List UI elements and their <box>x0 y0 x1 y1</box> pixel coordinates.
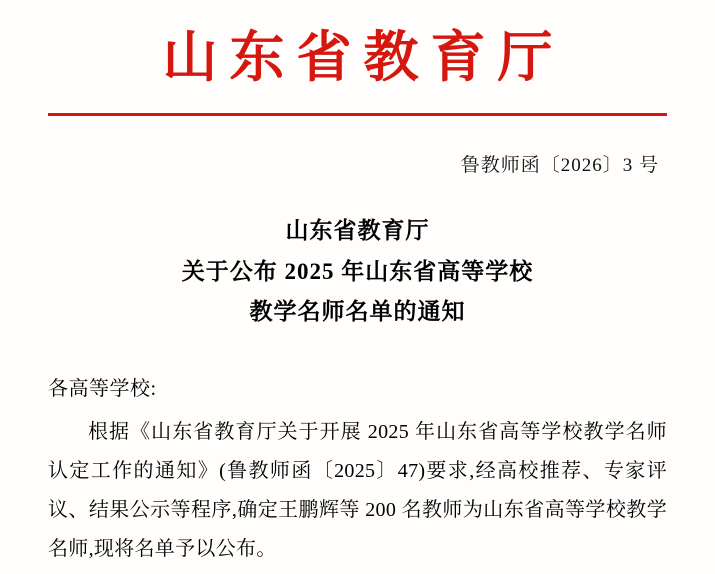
body-paragraph-container <box>48 413 667 569</box>
document-title-line-3: 教学名师名单的通知 <box>249 298 466 324</box>
document-title-line-1: 山东省教育厅 <box>285 218 430 244</box>
issuing-authority-title: 山东省教育厅 <box>162 27 565 88</box>
document-number: 鲁教师函〔2026〕3 号 <box>460 155 659 177</box>
document-title-line-2: 关于公布 2025 年山东省高等学校 <box>181 258 534 284</box>
salutation: 各高等学校: <box>48 378 157 400</box>
letterhead <box>48 0 667 89</box>
document-title-block <box>48 211 667 332</box>
red-divider-rule <box>48 113 667 116</box>
body-paragraph: 根据《山东省教育厅关于开展 2025 年山东省高等学校教学名师认定工作的通知》(鲁教师函〔2025〕47)要求,经高校推荐、专家评议、结果公示等程序,确定王鹏辉等 200 名教师为山东省高等学校教学名师,现将名单予以公布。 <box>48 421 667 560</box>
